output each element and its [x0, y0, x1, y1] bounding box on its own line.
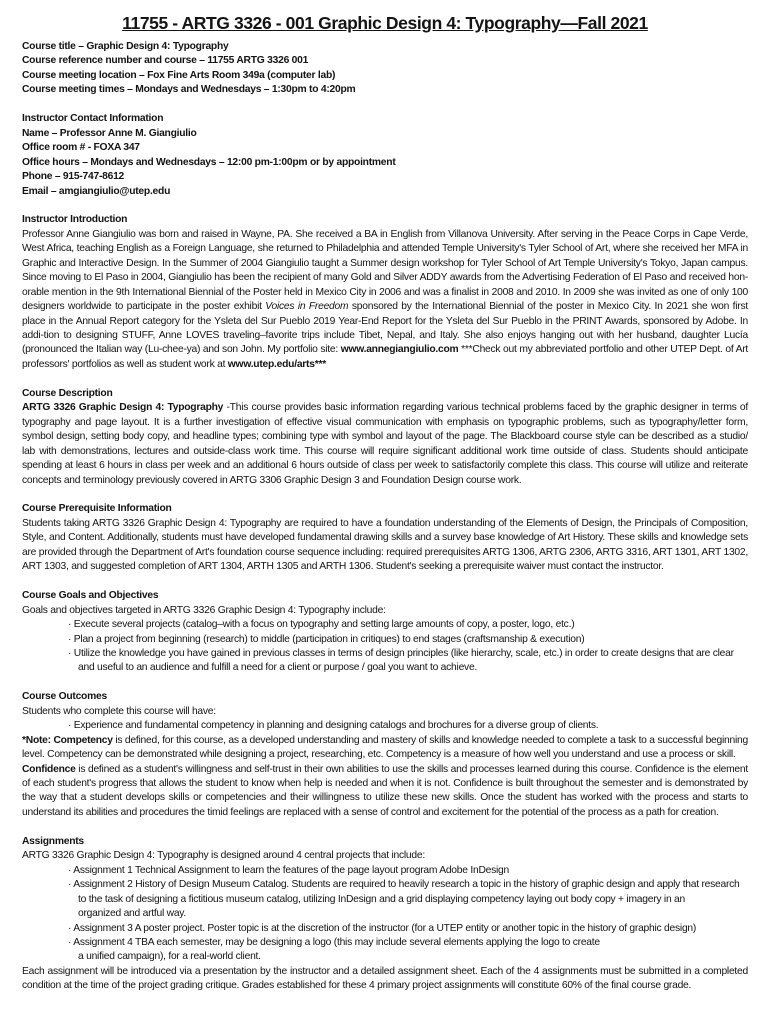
assignments-list	[22, 864, 748, 965]
course-description	[22, 387, 748, 488]
phone: Phone – 915-747-8612	[22, 171, 125, 183]
intro-paragraph: Professor Anne Giangiulio was born and raised in Wayne, PA. She received a BA in English from Villanova University. After serving in the Peace Corps in Cape Verde, West Africa, teaching English as a Foreign Language, she returned to Philadelphia and attended Temple University's Tyler School of Art, where she received her MFA in Graphic and Interactive Design. In the Summer of 2004 Giangiulio taught a Summer design workshop for Tyler School of Art Temple University's Tokyo, Japan campus. Since moving to El Paso in 2004, Giangiulio has been the recipient of many Gold and Silver ADDY awards from the Advertising Federation of El Paso and received hon-orable mention in the 9th International Biennial of the Poster held in Mexico City in 2006 and was a finalist in 2008 and 2010. In 2009 she was invited as one of only 100 designers worldwide to participate in the poster exhibit Voices in Freedom sponsored by the International Biennial of the poster in Mexico City. In 2021 she won first place in the Annual Report category for the Ysleta del Sur Pueblo 2019 Year-End Report for the Ysleta del Sur Pueblo in the PRINT Awards, sponsored by Adobe. In addi-tion to designing STUFF, Anne LOVES traveling–favorite trips include Tibet, Nepal, and Italy. She also enjoys hanging out with her husband, daughter Lucía (pronounced the Italian way (Lu-chee-ya) and son John. My portfolio site: www.annegiangiulio.com ***Check out my abbreviated portfolio and other UTEP Dept. of Art professors' portfolios as well as student work at www.utep.edu/arts***	[22, 228, 748, 370]
course-times-line: Course meeting times – Mondays and Wednesdays – 1:30pm to 4:20pm	[22, 84, 356, 96]
list-item: · Assignment 4 TBA each semester, may be designing a logo (this may include several elements applying the logo to create a unified campaign), for a real-world client.	[68, 936, 600, 963]
course-prerequisites	[22, 502, 748, 574]
list-item: · Execute several projects (catalog–with a focus on typography and setting large amounts of copy, a poster, logo, etc.)	[68, 619, 575, 631]
course-info	[22, 40, 748, 98]
outcomes-intro: Students who complete this course will have:	[22, 705, 216, 717]
syllabus-page	[22, 12, 748, 994]
goals-intro: Goals and objectives targeted in ARTG 3326 Graphic Design 4: Typography include:	[22, 604, 386, 616]
outcomes-heading: Course Outcomes	[22, 691, 107, 703]
assignments-closing: Each assignment will be introduced via a presentation by the instructor and a detailed assignment sheet. Each of the 4 assignments must be submitted in a completed condition at the time of the project grading critique. Grades established for these 4 primary project assignments will constitute 60% of the final course grade.	[22, 965, 748, 992]
list-item: · Assignment 2 History of Design Museum Catalog. Students are required to heavily research a topic in the history of graphic design and apply that research to the task of designing a fictitious museum catalog, utilizing InDesign and a grid displaying competency laying out body copy + imagery in an organized and artful way.	[68, 879, 740, 920]
list-item: · Assignment 1 Technical Assignment to learn the features of the page layout program Adobe InDesign	[68, 864, 509, 876]
email: Email – amgiangiulio@utep.edu	[22, 185, 171, 197]
description-paragraph: ARTG 3326 Graphic Design 4: Typography -This course provides basic information regarding various technical problems faced by the graphic designer in terms of typography and page layout. It is a further investigation of effective visual communication with emphasis on typographic problems, such as typography/letter form, symbol design, setting body copy, and headline types; combining type with symbol and layout of the page. The Blackboard course style can be described as a studio/ lab with demonstrations, lectures and outside-class work time. This course will require significant additional work time outside of class. Students should anticipate spending at least 6 hours in class per week and an additional 6 hours outside of class per week to satisfactorily complete this class. This course will utilize and reiterate concepts and terminology previously covered in ARTG 3306 Graphic Design 3 and Foundation Design course work.	[22, 402, 748, 486]
instructor-introduction	[22, 213, 748, 372]
prereq-paragraph: Students taking ARTG 3326 Graphic Design 4: Typography are required to have a foundation understanding of the Elements of Design, the Principals of Composition, Style, and Content. Additionally, students must have developed fundamental drawing skills and a survey base knowledge of Art History. These skills and knowledge sets are provided through the Department of Art's foundation course sequence including: required prerequisites ARTG 1306, ARTG 2306, ARTG 3316, ART 1301, ART 1302, ART 1303, and suggested completion of ART 1304, ARTH 1305 and ARTH 1306. Student's seeking a prerequisite waiver must contact the instructor.	[22, 517, 748, 573]
outcomes-list	[22, 719, 748, 733]
assignments	[22, 835, 748, 994]
assignments-intro: ARTG 3326 Graphic Design 4: Typography is designed around 4 central projects that include:	[22, 850, 425, 862]
page-title: 11755 - ARTG 3326 - 001 Graphic Design 4: Typography—Fall 2021	[122, 13, 648, 33]
list-item: · Assignment 3 A poster project. Poster topic is at the discretion of the instructor (for a UTEP entity or another topic in the history of graphic design)	[68, 922, 697, 934]
goals-list	[22, 618, 748, 676]
goals-heading: Course Goals and Objectives	[22, 590, 159, 602]
list-item: · Experience and fundamental competency in planning and designing catalogs and brochures for a diverse group of clients.	[68, 720, 599, 732]
prereq-heading: Course Prerequisite Information	[22, 503, 172, 515]
intro-heading: Instructor Introduction	[22, 214, 128, 226]
contact-heading: Instructor Contact Information	[22, 113, 164, 125]
instructor-contact	[22, 112, 748, 199]
course-outcomes	[22, 690, 748, 820]
course-goals	[22, 589, 748, 676]
course-location-line: Course meeting location – Fox Fine Arts Room 349a (computer lab)	[22, 69, 336, 81]
portfolio-link[interactable]: www.annegiangiulio.com	[340, 344, 459, 356]
list-item: · Utilize the knowledge you have gained in previous classes in terms of design principles (like hierarchy, scale, etc.) in order to create designs that are clear and useful to an audience and fulfill a need for a client or purpose / goal you want to achieve.	[68, 647, 734, 674]
instructor-name: Name – Professor Anne M. Giangiulio	[22, 127, 197, 139]
course-title-line: Course title – Graphic Design 4: Typography	[22, 41, 229, 52]
confidence-note: Confidence is defined as a student's willingness and self-trust in their own abilities to use the skills and processes learned during this course. Confidence is the element of each student's progress that allows the student to know when help is needed and when it is not. Confidence is built throughout the semester and is demonstrated by the way that a student develops skills or competencies and their willingness to utilize these new skills. Once the student has worked with the process and starts to understand its abilities and procedures the timid feelings are replaced with a sense of control and excitement for the potential of the process as a path for creation.	[22, 763, 748, 818]
description-heading: Course Description	[22, 387, 113, 399]
list-item: · Plan a project from beginning (research) to middle (participation in critiques) to end stages (craftsmanship & execution)	[68, 633, 585, 645]
office-hours: Office hours – Mondays and Wednesdays – 12:00 pm-1:00pm or by appointment	[22, 156, 396, 168]
office-room: Office room # - FOXA 347	[22, 142, 140, 154]
course-reference-line: Course reference number and course – 11755 ARTG 3326 001	[22, 55, 309, 67]
arts-link[interactable]: www.utep.edu/arts***	[227, 358, 326, 370]
assignments-heading: Assignments	[22, 835, 84, 847]
competency-note: *Note: Competency is defined, for this course, as a developed understanding and mastery of skills and knowledge needed to complete a task to a successful beginning level. Competency can be demonstrated while designing a project, researching, etc. Competency is a measure of how well you understand and use a process or skill.	[22, 734, 748, 761]
